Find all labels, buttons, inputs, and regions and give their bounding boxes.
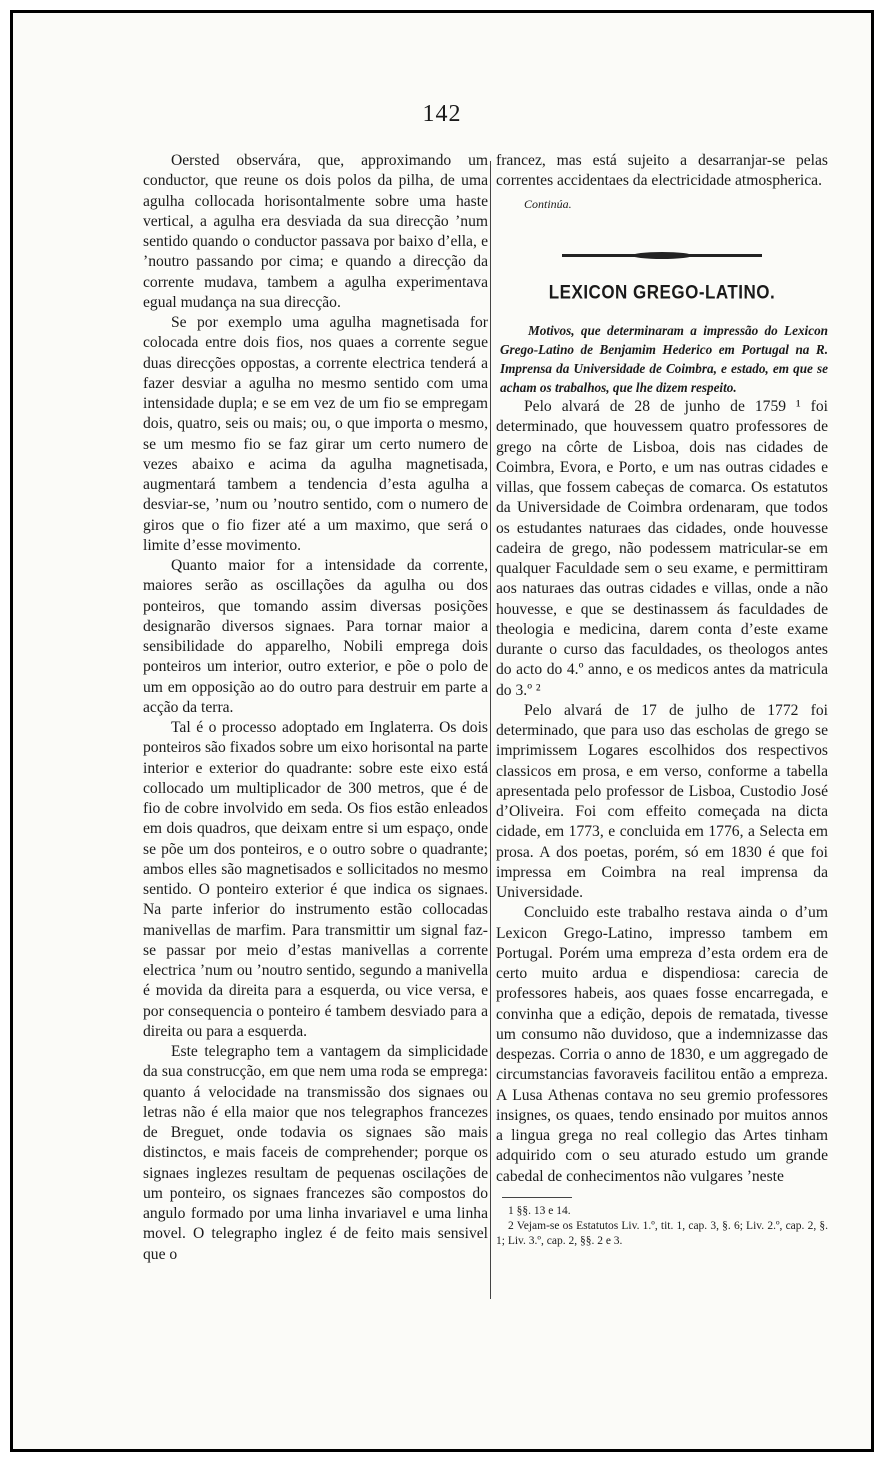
paragraph: Este telegrapho tem a vantagem da simplicidade da sua construcção, em que nem uma roda se emprega: quanto á velocidade na transmissão dos signaes ou letras não é ella maior que nos telegraphos francezes de Breguet, onde todavia os signaes são mais distinctos, e mais faceis de comprehender; porque os signaes inglezes resultam de pequenas oscilações de um ponteiro, os signaes francezes são compostos do angulo formado por uma linha invariavel e uma linha movel. O telegrapho inglez é de feito mais sensivel que o — [143, 1043, 488, 1263]
paragraph: Oersted observára, que, approximando um conductor, que reune os dois polos da pilha, de uma agulha collocada horisontalmente sobre uma haste vertical, a agulha era desviada da sua direcção ’num sentido quando o conductor passava por baixo d’ella, e ’noutro passando por cima; e quando a direcção da corrente mudava, tambem a agulha experimentava egual mudança na sua direcção. — [143, 152, 488, 311]
footnote: 1 §§. 13 e 14. — [508, 1204, 571, 1217]
left-column — [143, 151, 488, 1265]
page-number: 142 — [422, 101, 462, 127]
section-title: LEXICON GREGO-LATINO. — [548, 281, 776, 304]
paragraph: Tal é o processo adoptado em Inglaterra. Os dois ponteiros são fixados sobre um eixo horisontal na parte interior e exterior do quadrante: sobre este eixo está collocado um multiplicador de 300 metros, que é de fio de cobre involvido em seda. Os fios estão enleados em dois quadros, que deixam entre si um espaço, onde se põe um dos ponteiros, e o outro sobre o quadrante; ambos elles são magnetisados e sollicitados no mesmo sentido. O ponteiro exterior é que indica os signaes. Na parte inferior do instrumento estão collocadas manivellas de marfim. Para transmittir um signal faz-se passar por meio d’estas manivellas a corrente electrica ’num ou ’noutro sentido, segundo a manivella é movida da direita para a esquerda, ou vice versa, e por consequencia o ponteiro é tambem desviado para a direita ou para a esquerda. — [143, 719, 488, 1040]
page — [10, 10, 874, 1452]
footnotes — [496, 1204, 828, 1249]
paragraph: Quanto maior for a intensidade da corrente, maiores serão as oscillações da agulha ou dos ponteiros, que tomando assim diversas posições designarão diversos signaes. Para tornar maior a sensibilidade do apparelho, Nobili emprega dois ponteiros um interior, outro exterior, e põe o polo de um em opposição ao do outro para destruir em parte a acção da terra. — [143, 557, 488, 716]
paragraph: Se por exemplo uma agulha magnetisada for colocada entre dois fios, nos quaes a corrente segue duas direcções oppostas, a corrente electrica tenderá a fazer desviar a agulha no mesmo sentido com uma intensidade dupla; e se em vez de um fio se empregam dois, quatro, seis ou mais; ou, o que importa o mesmo, se um mesmo fio se faz girar um certo numero de vezes abaixo e acima da agulha magnetisada, augmentará tambem a tendencia d’esta agulha a desviar-se, ’num ou ’noutro sentido, com o numero de giros que o fio fizer até a um maximo, que será o limite d’esse movimento. — [143, 314, 488, 554]
continua-label: Continúa. — [524, 196, 572, 211]
footnote-divider — [502, 1197, 572, 1198]
section-summary: Motivos, que determinaram a impressão do Lexicon Grego-Latino de Benjamim Hederico em Portugal na R. Imprensa da Universidade de Coimbra, e estado, em que se acham os trabalhos, que lhe dizem respeito. — [500, 323, 828, 395]
right-column — [488, 151, 828, 1249]
paragraph: Pelo alvará de 28 de junho de 1759 ¹ foi determinado, que houvessem quatro professores de grego na côrte de Lisboa, dois nas cidades de Coimbra, Evora, e Porto, e um nas outras cidades e villas, que fossem cabeças de comarca. Os estatutos da Universidade de Coimbra ordenaram, que todos os estudantes naturaes das cidades, onde houvesse cadeira de grego, não podessem matricular-se em qualquer Faculdade sem o seu exame, e permittiram aos naturaes das outras cidades e villas, onde a não houvesse, e que se destinassem ás faculdades de theologia e medicina, darem conta d’este exame durante o curso das faculdades, os theologos antes do acto do 4.º anno, e os medicos antes da matricula do 3.º ² — [496, 398, 828, 699]
continuation-paragraph: francez, mas está sujeito a desarranjar-se pelas correntes accidentaes da electricidade atmospherica. — [496, 152, 828, 190]
section-divider — [562, 254, 762, 257]
paragraph: Concluido este trabalho restava ainda o d’um Lexicon Grego-Latino, impresso tambem em Portugal. Porém uma empreza d’esta ordem era de certo muito ardua e dispendiosa: carecia de professores habeis, aos quaes fosse encarregada, e convinha que a edição, depois de rematada, tivesse um consumo não duvidoso, que a indemnizasse das despezas. Corria o anno de 1830, e um aggregado de circumstancias favoraveis facilitou então a empreza. A Lusa Athenas contava no seu gremio professores insignes, os quaes, tendo ensinado por muitos annos a lingua grega no real collegio das Artes tinham adquirido com o seu aturado estudo um grande cabedal de conhecimentos não vulgares ’neste — [496, 904, 828, 1185]
paragraph: Pelo alvará de 17 de julho de 1772 foi determinado, que para uso das escholas de grego se imprimissem Logares escolhidos dos respectivos classicos em prosa, e em verso, conforme a tabella apresentada pelo professor de Lisboa, Custodio José d’Oliveira. Foi com effeito começada na dicta cidade, em 1773, e concluida em 1776, a Selecta em prosa. A dos poetas, porém, só em 1830 é que foi impressa em Coimbra na real imprensa da Universidade. — [496, 701, 828, 901]
footnote: 2 Vejam-se os Estatutos Liv. 1.º, tit. 1, cap. 3, §. 6; Liv. 2.º, cap. 2, §. 1; Liv. 3.º, cap. 2, §§. 2 e 3. — [496, 1219, 828, 1247]
